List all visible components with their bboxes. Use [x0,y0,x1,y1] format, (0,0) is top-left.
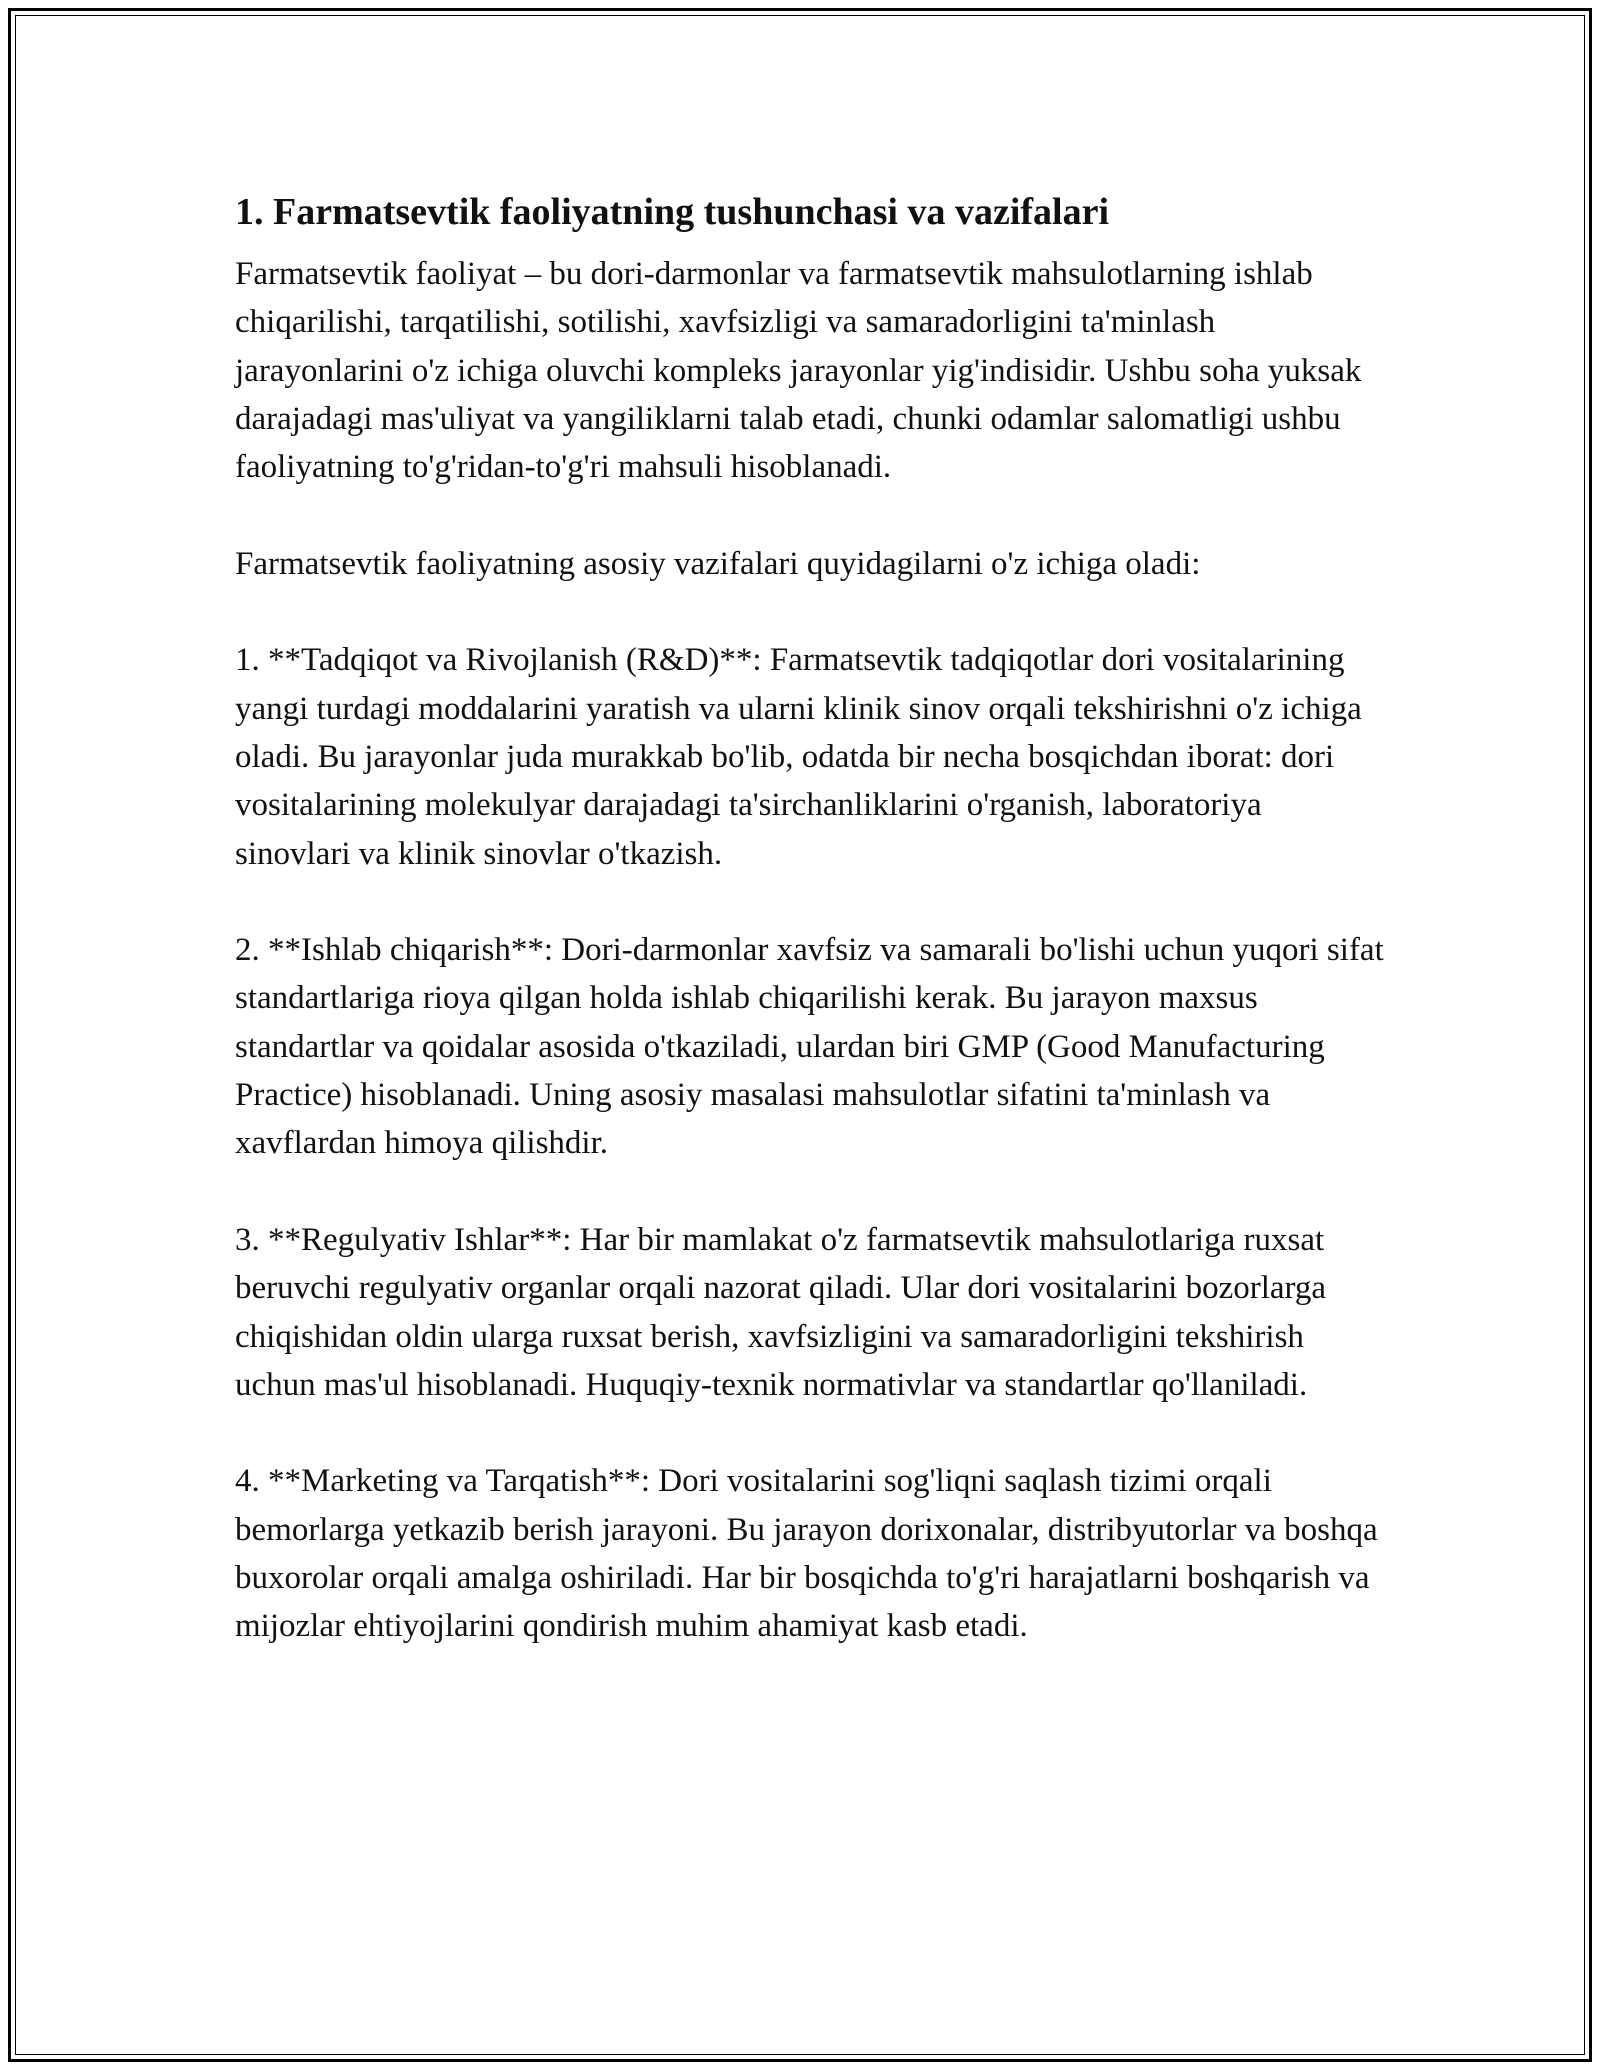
task-research-paragraph: 1. **Tadqiqot va Rivojlanish (R&D)**: Farmatsevtik tadqiqotlar dori vositalarining yangi turdagi moddalarini yaratish va ularni klinik sinov orqali tekshirishni o'z ichiga oladi. Bu jarayonlar juda murakkab bo'lib, odatda bir necha bosqichdan iborat: dori vositalarining molekulyar darajadagi ta'sirchanliklarini o'rganish, laboratoriya sinovlari va klinik sinovlar o'tkazish. [235,642,1362,872]
tasks-lead-paragraph: Farmatsevtik faoliyatning asosiy vazifalari quyidagilarni o'z ichiga oladi: [235,545,1201,582]
task-production-paragraph: 2. **Ishlab chiqarish**: Dori-darmonlar xavfsiz va samarali bo'lishi uchun yuqori sifat standartlariga rioya qilgan holda ishlab chiqarilishi kerak. Bu jarayon maxsus standartlar va qoidalar asosida o'tkaziladi, ulardan biri GMP (Good Manufacturing Practice) hisoblanadi. Uning asosiy masalasi mahsulotlar sifatini ta'minlash va xavflardan himoya qilishdir. [235,932,1384,1162]
intro-paragraph: Farmatsevtik faoliyat – bu dori-darmonlar va farmatsevtik mahsulotlarning ishlab chiqarilishi, tarqatilishi, sotilishi, xavfsizligi va samaradorligini ta'minlash jarayonlarini o'z ichiga oluvchi kompleks jarayonlar yig'indisidir. Ushbu soha yuksak darajadagi mas'uliyat va yangiliklarni talab etadi, chunki odamlar salomatligi ushbu faoliyatning to'g'ridan-to'g'ri mahsuli hisoblanadi. [235,256,1362,486]
task-regulatory-paragraph: 3. **Regulyativ Ishlar**: Har bir mamlakat o'z farmatsevtik mahsulotlariga ruxsat beruvchi regulyativ organlar orqali nazorat qiladi. Ular dori vositalarini bozorlarga chiqishidan oldin ularga ruxsat berish, xavfsizligini va samaradorligini tekshirish uchun mas'ul hisoblanadi. Huquqiy-texnik normativlar va standartlar qo'llaniladi. [235,1221,1327,1403]
section-heading: 1. Farmatsevtik faoliyatning tushunchasi va vazifalari [235,191,1110,233]
task-marketing-paragraph: 4. **Marketing va Tarqatish**: Dori vositalarini sog'liqni saqlash tizimi orqali bemorlarga yetkazib berish jarayoni. Bu jarayon dorixonalar, distribyutorlar va boshqa buxorolar orqali amalga oshiriladi. Har bir bosqichda to'g'ri harajatlarni boshqarish va mijozlar ehtiyojlarini qondirish muhim ahamiyat kasb etadi. [235,1463,1378,1645]
document-body [235,186,1385,1699]
